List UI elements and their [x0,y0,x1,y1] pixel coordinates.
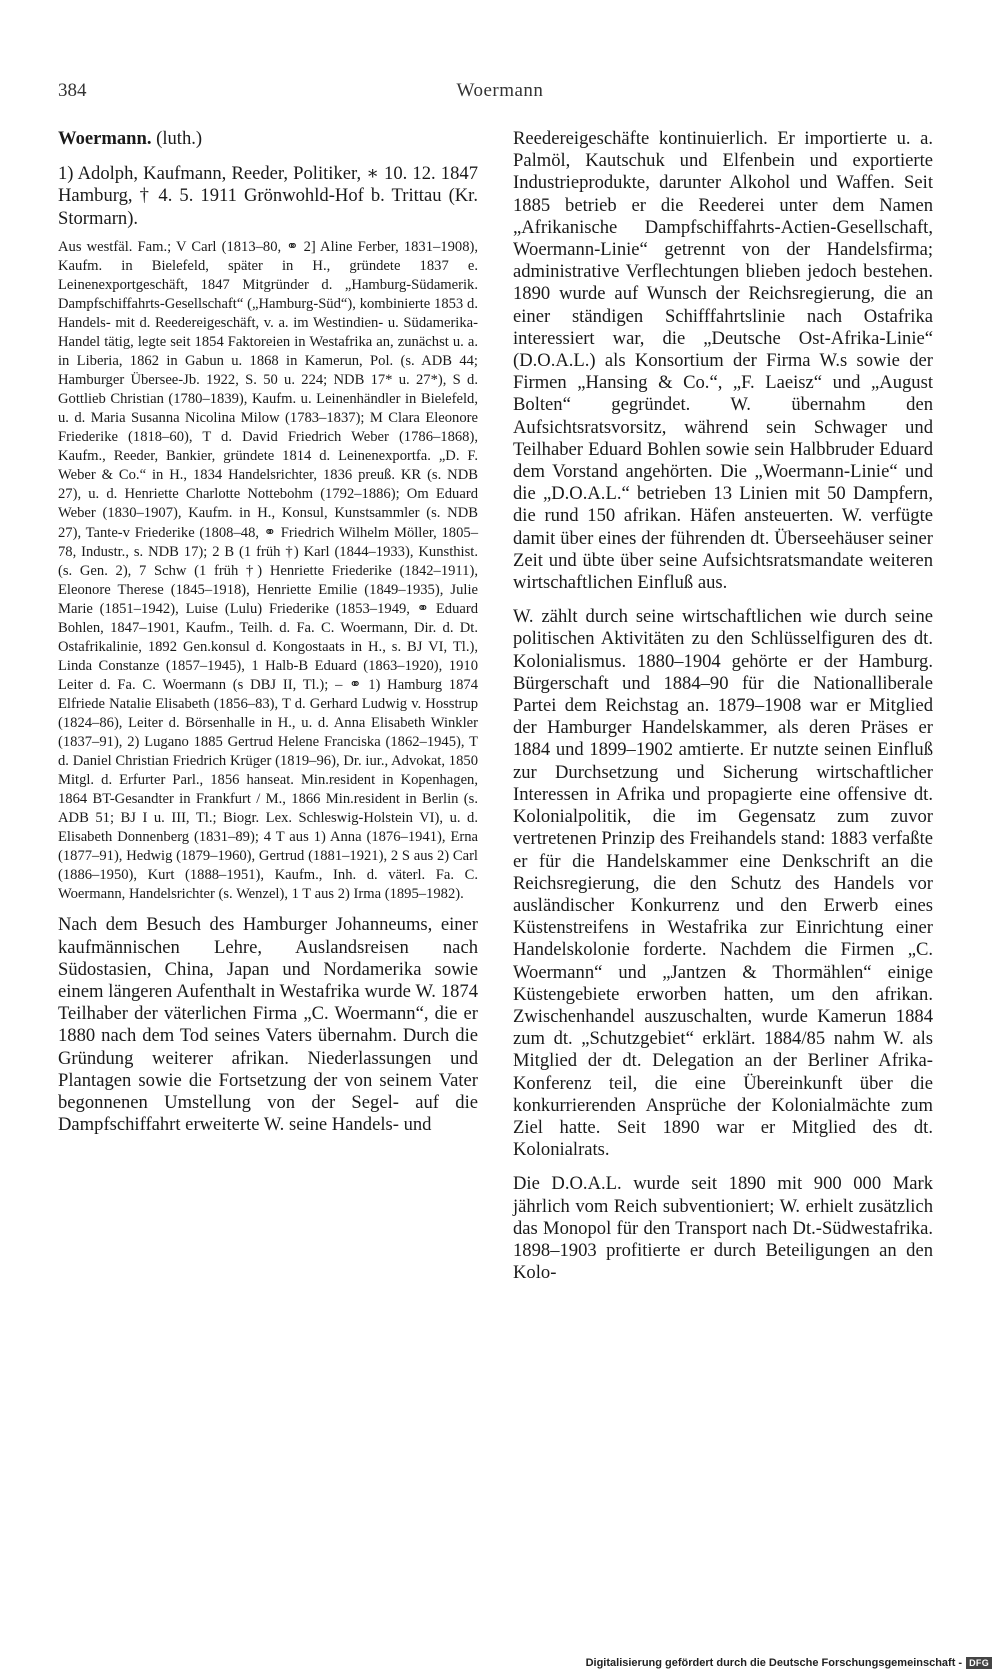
right-column [513,128,933,1284]
digitization-footer [586,1657,992,1669]
biography-paragraph-3: W. zählt durch seine wirtschaftlichen wie durch seine politischen Aktivitäten zu den Schlüsselfiguren des dt. Kolonialismus. 1880–1904 gehörte er der Hamburg. Bürgerschaft und 1884–90 für die Nationalliberale Partei dem Reichstag an. 1879–1908 war er Mitglied der Hamburger Handelskammer, als deren Präses er 1884 und 1899–1902 amtierte. Er nutzte seinen Einfluß zur Durchsetzung und Sicherung wirtschaftlicher Interessen in Afrika und propagierte eine offensive dt. Kolonialpolitik, die im Gegensatz zum zuvor vertretenen Prinzip des Freihandels stand: 1883 verfaßte er für die Handelskammer eine Denkschrift an die Reichsregierung, die den Schutz des Handels vor ausländischer Konkurrenz und den Erwerb eines Küstenstreifens in Westafrika zur Einrichtung einer Handelskolonie forderte. Nachdem die Firmen „C. Woermann“ und „Jantzen & Thormählen“ einige Küstengebiete erworben hatten, um den afrikan. Zwischenhandel auszuschalten, wurde Kamerun 1884 zum dt. „Schutzgebiet“ erklärt. 1884/85 nahm W. als Mitglied der dt. Delegation an der Berliner Afrika-Konferenz teil, die eine Übereinkunft über die konkurrierenden Ansprüche der Kolonialmächte zum Ziel hatte. Seit 1890 war er Mitglied des dt. Kolonialrats. [513,606,933,1161]
left-column [58,128,478,1136]
running-title: Woermann [456,80,544,101]
entry-confession: (luth.) [156,128,203,149]
entry-heading [58,128,478,150]
dfg-logo: DFG [966,1657,992,1669]
biography-paragraph-2: Reedereigeschäfte kontinuierlich. Er importierte u. a. Palmöl, Kautschuk und Elfenbein und exportierte Industrieprodukte, darunter Alkohol und Waffen. Seit 1885 betrieb er die Reederei unter dem Namen „Afrikanische Dampfschiffahrts-Actien-Gesellschaft, Woermann-Linie“ getrennt von der Handelsfirma; administrative Verflechtungen blieben jedoch bestehen. 1890 wurde auf Wunsch der Reichsregierung, die an einer ständigen Schifffahrtslinie nach Ostafrika interessiert war, die „Deutsche Ost-Afrika-Linie“ (D.O.A.L.) als Konsortium der Firma W.s sowie der Firmen „Hansing & Co.“, „F. Laeisz“ und „August Bolten“ gegründet. W. übernahm den Aufsichtsratsvorsitz, während sein Schwager und Teilhaber Eduard Bohlen sowie sein Halbbruder Eduard dem Vorstand angehörten. Die „Woermann-Linie“ und die „D.O.A.L.“ betrieben 13 Linien mit 50 Dampfern, die rund 150 afrikan. Häfen ansteuerten. W. verfügte damit über eines der führenden dt. Überseehäuser seiner Zeit und übte über seine Aufsichtsratsmandate weiteren wirtschaftlichen Einfluß aus. [513,128,933,594]
entry-name: Woermann. [58,128,152,149]
page-number: 384 [58,80,87,101]
footer-credit: Digitalisierung gefördert durch die Deutsche Forschungsgemeinschaft - [585,1657,963,1669]
person-intro: 1) Adolph, Kaufmann, Reeder, Politiker, ∗ 10. 12. 1847 Hamburg, † 4. 5. 1911 Grönwohld-Hof b. Trittau (Kr. Stormarn). [58,163,478,229]
genealogy-paragraph: Aus westfäl. Fam.; V Carl (1813–80, ⚭ 2] Aline Ferber, 1831–1908), Kaufm. in Bielefeld, später in H., gründete 1837 e. Leinenexportgeschäft, 1847 Mitgründer d. „Hamburg-Südamerik. Dampfschiffahrts-Gesellschaft“ („Hamburg-Süd“), kombinierte 1853 d. Handels- mit d. Reedereigeschäft, v. a. im Westindien- u. Südamerika-Handel tätig, legte seit 1854 Faktoreien in Westafrika an, zunächst u. a. in Liberia, 1862 in Gabun u. 1868 in Kamerun, Pol. (s. ADB 44; Hamburger Übersee-Jb. 1922, S. 50 u. 224; NDB 17* u. 27*), S d. Gottlieb Christian (1780–1839), Kaufm. u. Leinenhändler in Bielefeld, u. d. Maria Susanna Nicolina Milow (1783–1837); M Clara Eleonore Friederike (1818–60), T d. David Friedrich Weber (1786–1868), Kaufm., Reeder, Bankier, gründete 1814 d. Leinenexportfa. „D. F. Weber & Co.“ in H., 1834 Handelsrichter, 1836 preuß. KR (s. NDB 27), u. d. Henriette Charlotte Nottebohm (1792–1886); Om Eduard Weber (1830–1907), Kaufm. in H., Konsul, Kunstsammler (s. NDB 27), Tante-v Friederike (1808–48, ⚭ Friedrich Wilhelm Möller, 1805–78, Industr., s. NDB 17); 2 B (1 früh †) Karl (1844–1933), Kunsthist. (s. Gen. 2), 7 Schw (1 früh †) Henriette Friederike (1842–1911), Eleonore Therese (1845–1918), Henriette Emilie (1849–1935), Julie Marie (1851–1942), Luise (Lulu) Friederike (1853–1949, ⚭ Eduard Bohlen, 1847–1901, Kaufm., Teilh. d. Fa. C. Woermann, Dir. d. Dt. Ostafrikalinie, 1892 Gen.konsul d. Kongostaats in H., s. BJ VI, Tl.), Linda Constanze (1857–1945), 1 Halb-B Eduard (1863–1920), 1910 Leiter d. Fa. C. Woermann (s DBJ II, Tl.); – ⚭ 1) Hamburg 1874 Elfriede Natalie Elisabeth (1856–83), T d. Gerhard Ludwig v. Hosstrup (1824–86), Leiter d. Börsenhalle in H., u. d. Anna Elisabeth Winkler (1837–91), 2) Lugano 1885 Gertrud Helene Franciska (1862–1945), T d. Daniel Christian Friedrich Krüger (1819–96), Dr. iur., Advokat, 1850 Mitgl. d. Erfurter Parl., 1856 hanseat. Min.resident in Kopenhagen, 1864 BT-Gesandter in Frankfurt / M., 1866 Min.resident in Berlin (s. ADB 51; BJ I u. III, Tl.; Biogr. Lex. Schleswig-Holstein VI), u. d. Elisabeth Donnenberg (1831–89); 4 T aus 1) Anna (1876–1941), Erna (1877–91), Hedwig (1879–1960), Gertrud (1881–1921), 2 S aus 2) Carl (1886–1950), Kurt (1888–1951), Kaufm., Inh. d. väterl. Fa. C. Woermann, Handelsrichter (s. Wenzel), 1 T aus 2) Irma (1895–1982). [58,238,478,903]
page-header [58,80,942,110]
biography-paragraph-4: Die D.O.A.L. wurde seit 1890 mit 900 000 Mark jährlich vom Reich subventioniert; W. erhielt zusätzlich das Monopol für den Transport nach Dt.-Südwestafrika. 1898–1903 profitierte er durch Beteiligungen an den Kolo- [513,1173,933,1284]
biography-paragraph-1: Nach dem Besuch des Hamburger Johanneums, einer kaufmännischen Lehre, Auslandsreisen nach Südostasien, China, Japan und Nordamerika sowie einem längeren Aufenthalt in Westafrika wurde W. 1874 Teilhaber der väterlichen Firma „C. Woermann“, die er 1880 nach dem Tod seines Vaters übernahm. Durch die Gründung weiterer afrikan. Niederlassungen und Plantagen sowie die Fortsetzung der von seinem Vater begonnenen Umstellung von der Segel- auf die Dampfschiffahrt erweiterte W. seine Handels- und [58,914,478,1136]
